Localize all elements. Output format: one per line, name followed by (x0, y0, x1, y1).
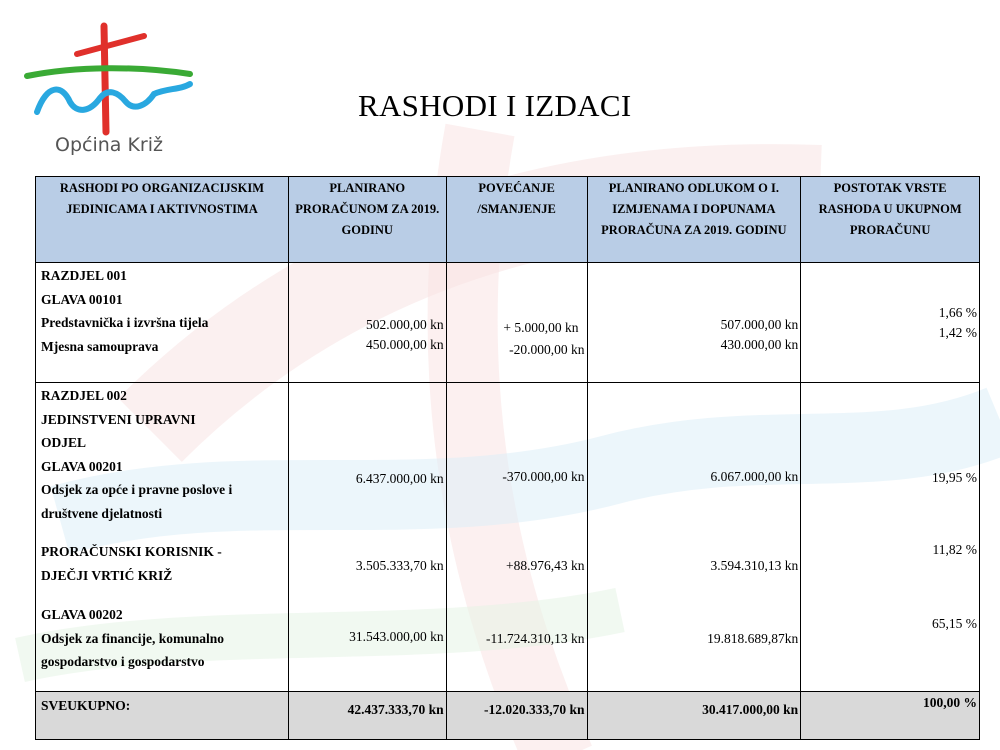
planned-value: 31.543.000,00 kn (349, 629, 444, 644)
expenditure-table (35, 176, 980, 740)
change-value: -370.000,00 kn (502, 469, 585, 484)
item-label: gospodarstvo i gospodarstvo (41, 654, 205, 669)
korisnik-label: PRORAČUNSKI KORISNIK - (41, 544, 222, 559)
total-row (36, 692, 980, 740)
new-plan-value: 430.000,00 kn (720, 337, 799, 352)
glava-label: GLAVA 00202 (41, 607, 123, 622)
planned-value: 6.437.000,00 kn (355, 471, 444, 486)
item-label: društvene djelatnosti (41, 505, 163, 521)
item-label: Odsjek za opće i pravne poslove i (41, 482, 233, 497)
razdjel-label: RAZDJEL 002 (41, 388, 127, 403)
percent-cell (801, 383, 980, 692)
change-value: -11.724.310,13 kn (486, 631, 585, 646)
percent-value: 1,42 % (938, 325, 977, 340)
change-cell (446, 263, 587, 383)
page-title: RASHODI I IZDACI (358, 88, 632, 123)
glava-label: GLAVA 00201 (41, 458, 123, 474)
planned-cell (288, 383, 446, 692)
item-label: Predstavnička i izvršna tijela (41, 315, 209, 330)
total-percent: 100,00 % (801, 692, 980, 740)
column-header: RASHODI PO ORGANIZACIJSKIM JEDINICAMA I AKTIVNOSTIMA (36, 177, 289, 263)
change-value: +88.976,43 kn (506, 558, 585, 573)
item-label: Mjesna samouprava (41, 338, 159, 354)
new-plan-value: 3.594.310,13 kn (710, 558, 799, 573)
unit-label: ODJEL (41, 435, 87, 450)
planned-value: 3.505.333,70 kn (355, 558, 444, 573)
unit-label: JEDINSTVENI UPRAVNI (41, 411, 196, 427)
table-row (36, 263, 980, 383)
razdjel-label: RAZDJEL 001 (41, 268, 127, 283)
percent-value: 65,15 % (932, 616, 977, 631)
change-value: + 5.000,00 kn (503, 320, 579, 335)
row-label-cell (36, 383, 289, 692)
total-label: SVEUKUPNO: (36, 692, 289, 740)
logo-caption: Općina Križ (55, 134, 163, 156)
change-cell (446, 383, 587, 692)
percent-cell (801, 263, 980, 383)
column-header: POSTOTAK VRSTE RASHODA U UKUPNOM PRORAČUNU (801, 177, 980, 263)
new-plan-value: 6.067.000,00 kn (710, 469, 799, 484)
percent-value: 11,82 % (932, 542, 977, 557)
column-header: POVEĆANJE /SMANJENJE (446, 177, 587, 263)
row-label-cell (36, 263, 289, 383)
planned-value: 450.000,00 kn (366, 337, 444, 352)
percent-value: 1,66 % (938, 305, 977, 320)
planned-cell (288, 263, 446, 383)
new-plan-value: 19.818.689,87kn (707, 631, 799, 646)
total-planned: 42.437.333,70 kn (288, 692, 446, 740)
change-value: -20.000,00 kn (509, 342, 585, 357)
new-plan-cell (587, 263, 801, 383)
total-change: -12.020.333,70 kn (446, 692, 587, 740)
planned-value: 502.000,00 kn (366, 317, 444, 332)
korisnik-label: DJEČJI VRTIĆ KRIŽ (41, 567, 173, 583)
new-plan-value: 507.000,00 kn (720, 317, 799, 332)
total-new-plan: 30.417.000,00 kn (587, 692, 801, 740)
percent-value: 19,95 % (932, 470, 977, 485)
new-plan-cell (587, 383, 801, 692)
column-header: PLANIRANO ODLUKOM O I. IZMJENAMA I DOPUNAMA PRORAČUNA ZA 2019. GODINU (587, 177, 801, 263)
glava-label: GLAVA 00101 (41, 291, 123, 307)
table-row (36, 383, 980, 692)
item-label: Odsjek za financije, komunalno (41, 630, 225, 646)
header-row (36, 177, 980, 263)
column-header: PLANIRANO PRORAČUNOM ZA 2019. GODINU (288, 177, 446, 263)
